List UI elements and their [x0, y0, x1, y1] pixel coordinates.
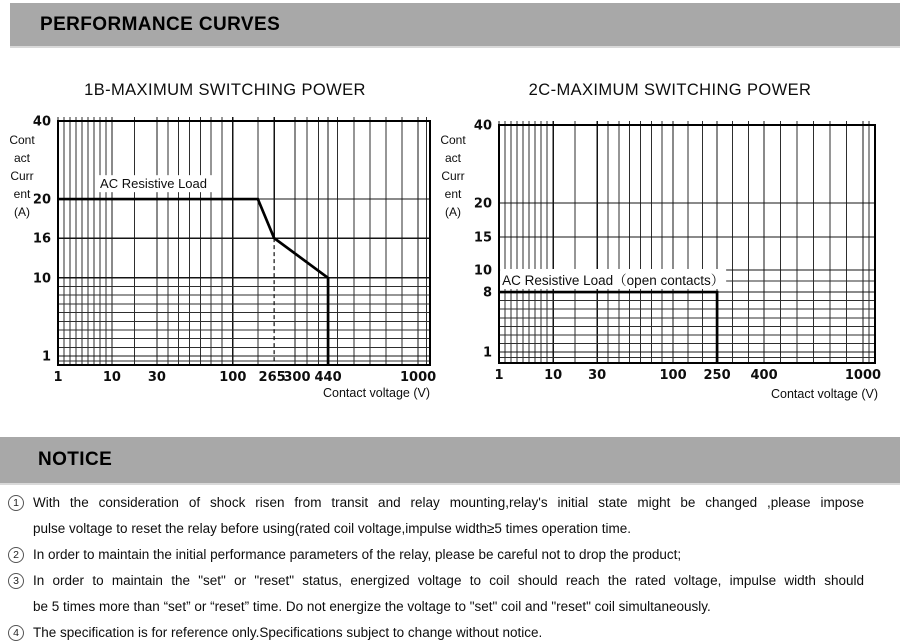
- svg-text:1: 1: [53, 370, 63, 385]
- notice-item-text: [33, 620, 864, 641]
- svg-text:20: 20: [32, 192, 51, 208]
- svg-text:440: 440: [314, 370, 342, 385]
- svg-text:40: 40: [473, 118, 492, 134]
- notice-list: [8, 490, 864, 641]
- svg-text:AC Resistive Load: AC Resistive Load: [100, 176, 208, 192]
- svg-text:1: 1: [41, 349, 51, 365]
- svg-text:300: 300: [283, 370, 311, 385]
- notice-item-text: [33, 542, 864, 568]
- chart-2c-x-axis-label: Contact voltage (V): [771, 387, 878, 401]
- svg-text:1: 1: [482, 345, 492, 361]
- chart-1b-y-axis-label: Cont act Curr ent (A): [9, 133, 35, 219]
- svg-text:30: 30: [147, 370, 166, 385]
- gridlines: [58, 117, 430, 365]
- chart-1b-canvas: [0, 108, 450, 408]
- svg-text:100: 100: [659, 368, 687, 383]
- svg-text:10: 10: [102, 370, 121, 385]
- svg-text:100: 100: [219, 370, 247, 385]
- notice-line: be 5 times more than “set” or “reset” time. Do not energize the voltage to "set" coil and "reset" coil simultaneously.: [33, 599, 711, 614]
- item-number-badge: 2: [8, 547, 24, 563]
- notice-item: [8, 620, 864, 641]
- notice-line: With the consideration of shock risen from transit and relay mounting,relay's initial state might be changed ,please impose: [33, 495, 864, 510]
- notice-item-text: [33, 568, 864, 620]
- curve-0: [58, 199, 328, 365]
- tick-labels: [33, 115, 436, 386]
- notice-line: In order to maintain the initial performance parameters of the relay, please be careful not to drop the product;: [33, 547, 682, 562]
- svg-text:30: 30: [588, 368, 607, 383]
- notice-header-bar: [0, 437, 900, 485]
- svg-text:40: 40: [32, 114, 51, 130]
- svg-text:250: 250: [703, 368, 731, 383]
- notice-line: pulse voltage to reset the relay before using(rated coil voltage,impulse width≥5 times operation time.: [33, 521, 631, 536]
- notice-item: [8, 542, 864, 568]
- chart-1b-x-axis-label: Contact voltage (V): [323, 386, 430, 400]
- notice-item-text: [33, 490, 864, 542]
- chart-1b-title: 1B-MAXIMUM SWITCHING POWER: [84, 81, 366, 99]
- notice-line: In order to maintain the "set" or "reset" status, energized voltage to coil should reach the rated voltage, impulse width should: [33, 573, 864, 588]
- svg-text:1: 1: [494, 368, 504, 383]
- notice-line: The specification is for reference only.Specifications subject to change without notice.: [33, 625, 543, 640]
- item-number-badge: 4: [8, 625, 24, 641]
- performance-curves-title: PERFORMANCE CURVES: [40, 13, 281, 35]
- svg-text:1000: 1000: [400, 370, 437, 385]
- gridlines: [499, 121, 875, 363]
- chart-2c-title: 2C-MAXIMUM SWITCHING POWER: [528, 81, 812, 99]
- svg-text:400: 400: [750, 368, 778, 383]
- svg-text:10: 10: [544, 368, 563, 383]
- svg-text:10: 10: [32, 271, 51, 287]
- item-number-badge: 1: [8, 495, 24, 511]
- chart-2c-y-axis-label: Cont act Curr ent (A): [440, 133, 466, 219]
- svg-text:265: 265: [258, 370, 286, 385]
- svg-text:AC Resistive Load（open contact: AC Resistive Load（open contacts）: [502, 272, 725, 288]
- plot-border: [499, 125, 875, 363]
- chart-2c-canvas: [440, 108, 900, 408]
- svg-text:1000: 1000: [844, 368, 882, 383]
- plot-border: [58, 121, 430, 365]
- series-label: [500, 269, 726, 289]
- series-label: [97, 175, 219, 192]
- item-number-badge: 3: [8, 573, 24, 589]
- notice-item: [8, 490, 864, 542]
- notice-item: [8, 568, 864, 620]
- notice-title: NOTICE: [38, 449, 113, 470]
- svg-text:20: 20: [473, 196, 492, 212]
- svg-text:15: 15: [473, 230, 492, 246]
- svg-text:10: 10: [473, 263, 492, 279]
- svg-text:8: 8: [482, 285, 492, 301]
- performance-curves-header-bar: [10, 3, 900, 48]
- svg-text:16: 16: [32, 231, 51, 247]
